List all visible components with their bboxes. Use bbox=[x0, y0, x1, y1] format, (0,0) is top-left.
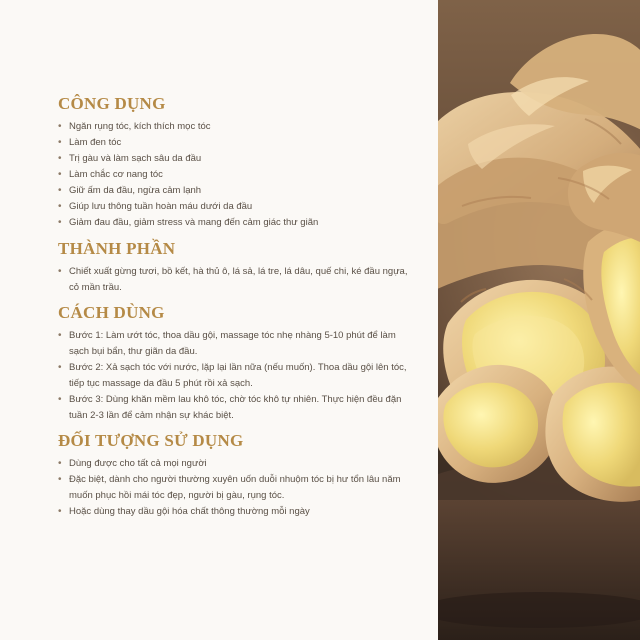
section-thanh-phan bbox=[58, 239, 408, 295]
list-item: • Trị gàu và làm sạch sâu da đầu bbox=[58, 151, 408, 167]
list-item: • Làm đen tóc bbox=[58, 135, 408, 151]
section-list-cong-dung bbox=[58, 119, 408, 231]
section-title-thanh-phan: THÀNH PHẦN bbox=[58, 239, 176, 258]
section-title-cong-dung: CÔNG DỤNG bbox=[58, 94, 166, 113]
content-column bbox=[58, 94, 408, 528]
list-item: • Làm chắc cơ nang tóc bbox=[58, 167, 408, 183]
list-item: • Giảm đau đầu, giảm stress và mang đến cảm giác thư giãn bbox=[58, 215, 408, 231]
section-doi-tuong-su-dung bbox=[58, 431, 408, 520]
section-cach-dung bbox=[58, 303, 408, 423]
section-list-cach-dung bbox=[58, 328, 408, 423]
list-item: • Đặc biệt, dành cho người thường xuyên uốn duỗi nhuộm tóc bị hư tổn lâu năm muốn phục hồi mái tóc đẹp, người bị gàu, rụng tóc. bbox=[58, 472, 408, 503]
list-item: • Bước 3: Dùng khăn mềm lau khô tóc, chờ tóc khô tự nhiên. Thực hiện đều đặn tuần 2-3 lần để cảm nhận sự khác biệt. bbox=[58, 392, 408, 423]
list-item: • Bước 2: Xả sạch tóc với nước, lặp lại lần nữa (nếu muốn). Thoa dầu gội lên tóc, tiếp tục massage da đầu 5 phút rồi xả sạch. bbox=[58, 360, 408, 391]
list-item: • Hoặc dùng thay dầu gội hóa chất thông thường mỗi ngày bbox=[58, 504, 408, 520]
section-title-cach-dung: CÁCH DÙNG bbox=[58, 303, 165, 322]
section-cong-dung bbox=[58, 94, 408, 231]
list-item: • Giúp lưu thông tuần hoàn máu dưới da đầu bbox=[58, 199, 408, 215]
section-title-doi-tuong-su-dung: ĐỐI TƯỢNG SỬ DỤNG bbox=[58, 431, 244, 450]
section-list-doi-tuong-su-dung bbox=[58, 456, 408, 520]
list-item: • Giữ ấm da đầu, ngừa cảm lạnh bbox=[58, 183, 408, 199]
list-item: • Ngăn rụng tóc, kích thích mọc tóc bbox=[58, 119, 408, 135]
section-list-thanh-phan bbox=[58, 264, 408, 295]
list-item: • Dùng được cho tất cả mọi người bbox=[58, 456, 408, 472]
list-item: • Chiết xuất gừng tươi, bồ kết, hà thủ ô, lá sả, lá tre, lá dâu, quế chi, ké đầu ngựa, cỏ mần trầu. bbox=[58, 264, 408, 295]
ginger-roots-image bbox=[438, 0, 640, 640]
list-item: • Bước 1: Làm ướt tóc, thoa dầu gội, massage tóc nhẹ nhàng 5-10 phút để làm sạch bụi bẩn, thư giãn da đầu. bbox=[58, 328, 408, 359]
